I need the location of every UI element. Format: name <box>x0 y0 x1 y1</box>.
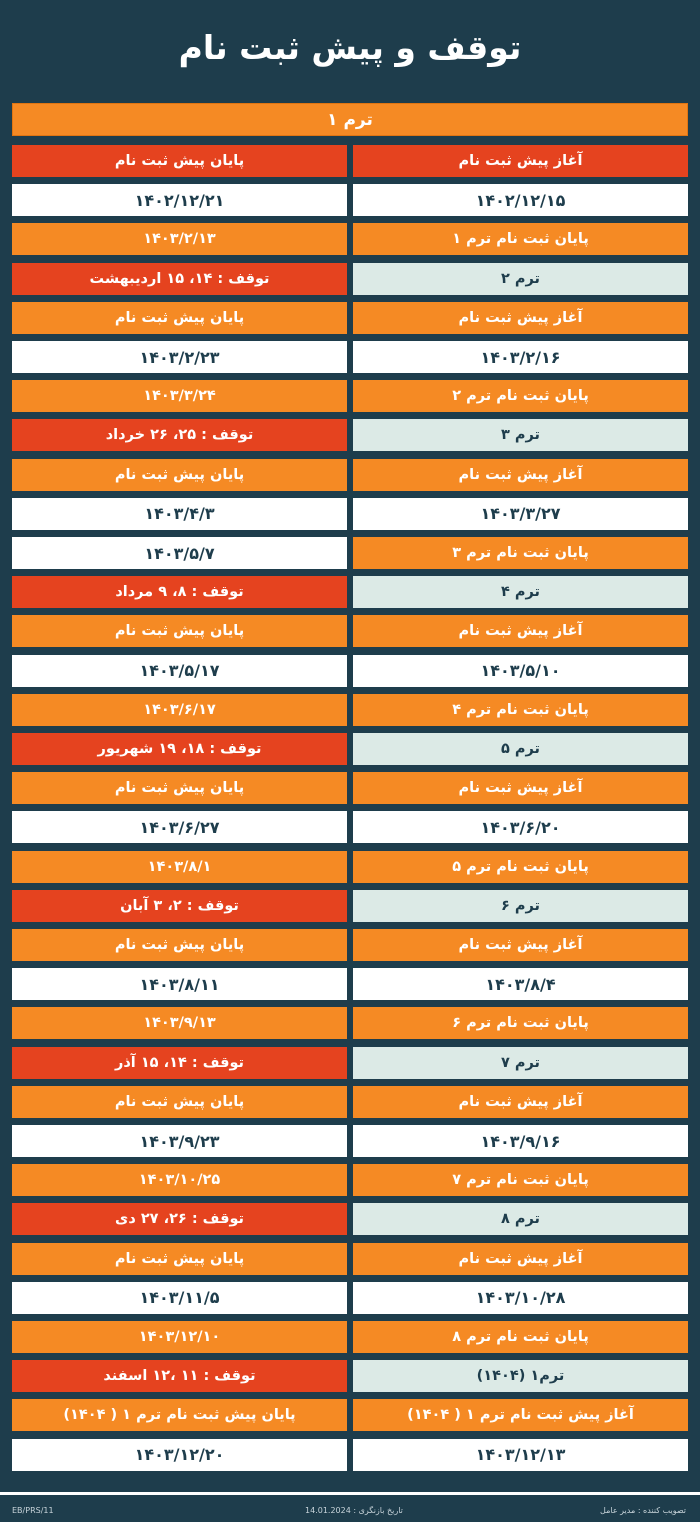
revision-date: تاریخ بازنگری : 14.01.2024 <box>305 1506 403 1515</box>
left-cell: پایان پیش ثبت نام <box>12 1243 347 1275</box>
table-row <box>0 1360 700 1392</box>
table-row <box>0 1399 700 1431</box>
left-cell: توقف : ۱۱ ،۱۲ اسفند <box>12 1360 347 1392</box>
table-row <box>0 459 700 491</box>
right-cell: آغاز پیش ثبت نام <box>353 615 688 647</box>
left-cell: توقف : ۲۶، ۲۷ دی <box>12 1203 347 1235</box>
left-cell: ۱۴۰۳/۸/۱۱ <box>12 968 347 1000</box>
right-cell: آغاز پیش ثبت نام <box>353 772 688 804</box>
table-row <box>0 302 700 334</box>
table-row <box>0 537 700 569</box>
left-cell: پایان پیش ثبت نام <box>12 459 347 491</box>
table-row <box>0 615 700 647</box>
left-cell: پایان پیش ثبت نام <box>12 615 347 647</box>
table-row <box>0 184 700 216</box>
left-cell: توقف : ۸، ۹ مرداد <box>12 576 347 608</box>
right-cell: ۱۴۰۳/۵/۱۰ <box>353 655 688 687</box>
right-cell: ترم ۶ <box>353 890 688 922</box>
table-row <box>0 1203 700 1235</box>
right-cell: ترم۱ (۱۴۰۴) <box>353 1360 688 1392</box>
right-cell: پایان ثبت نام ترم ۱ <box>353 223 688 255</box>
left-cell: ۱۴۰۳/۲/۱۳ <box>12 223 347 255</box>
right-cell: آغاز پیش ثبت نام <box>353 302 688 334</box>
right-cell: ترم ۳ <box>353 419 688 451</box>
right-cell: ترم ۲ <box>353 263 688 295</box>
table-row <box>0 263 700 295</box>
right-cell: ۱۴۰۳/۹/۱۶ <box>353 1125 688 1157</box>
table-row <box>0 929 700 961</box>
right-cell: ترم ۵ <box>353 733 688 765</box>
table-row <box>0 498 700 530</box>
right-cell: پایان ثبت نام ترم ۵ <box>353 851 688 883</box>
right-cell: ترم ۴ <box>353 576 688 608</box>
right-cell: پایان ثبت نام ترم ۸ <box>353 1321 688 1353</box>
table-row <box>0 419 700 451</box>
right-cell: ۱۴۰۳/۲/۱۶ <box>353 341 688 373</box>
right-cell: آغاز پیش ثبت نام <box>353 1243 688 1275</box>
right-cell: آغاز پیش ثبت نام <box>353 459 688 491</box>
table-row <box>0 223 700 255</box>
table-row <box>0 890 700 922</box>
left-cell: ۱۴۰۲/۱۲/۲۱ <box>12 184 347 216</box>
table-row <box>0 1321 700 1353</box>
left-cell: توقف : ۱۸، ۱۹ شهریور <box>12 733 347 765</box>
table-row <box>0 851 700 883</box>
right-cell: ترم ۷ <box>353 1047 688 1079</box>
table-row <box>0 772 700 804</box>
document-code: EB/PRS/11 <box>12 1506 54 1515</box>
left-cell: ۱۴۰۳/۴/۳ <box>12 498 347 530</box>
left-cell: توقف : ۱۴، ۱۵ اردیبهشت <box>12 263 347 295</box>
left-cell: ۱۴۰۳/۲/۲۳ <box>12 341 347 373</box>
page-title: توقف و پیش ثبت نام <box>178 28 522 67</box>
table-row <box>0 341 700 373</box>
right-cell: ترم ۸ <box>353 1203 688 1235</box>
left-cell: ۱۴۰۳/۱۲/۱۰ <box>12 1321 347 1353</box>
left-cell: ۱۴۰۳/۹/۲۳ <box>12 1125 347 1157</box>
table-row <box>0 1007 700 1039</box>
right-cell: ۱۴۰۳/۱۰/۲۸ <box>353 1282 688 1314</box>
left-cell: ۱۴۰۳/۵/۱۷ <box>12 655 347 687</box>
right-cell: پایان ثبت نام ترم ۶ <box>353 1007 688 1039</box>
right-cell: آغاز پیش ثبت نام <box>353 1086 688 1118</box>
left-cell: ۱۴۰۳/۱۱/۵ <box>12 1282 347 1314</box>
right-cell: پایان ثبت نام ترم ۷ <box>353 1164 688 1196</box>
right-cell: پایان ثبت نام ترم ۴ <box>353 694 688 726</box>
right-cell: آغاز پیش ثبت نام <box>353 145 688 177</box>
left-cell: ۱۴۰۳/۱۲/۲۰ <box>12 1439 347 1471</box>
table-row <box>0 1439 700 1471</box>
table-row <box>0 655 700 687</box>
footer <box>0 1492 700 1522</box>
right-cell: پایان ثبت نام ترم ۳ <box>353 537 688 569</box>
table-row <box>0 968 700 1000</box>
left-cell: پایان پیش ثبت نام ترم ۱ ( ۱۴۰۴) <box>12 1399 347 1431</box>
table-row <box>0 694 700 726</box>
left-cell: ۱۴۰۳/۹/۱۳ <box>12 1007 347 1039</box>
right-cell: ۱۴۰۳/۱۲/۱۳ <box>353 1439 688 1471</box>
approved-by: تصویب کننده : مدیر عامل <box>600 1506 686 1515</box>
schedule-table <box>0 95 700 1492</box>
left-cell: ۱۴۰۳/۸/۱ <box>12 851 347 883</box>
left-cell: ۱۴۰۳/۶/۲۷ <box>12 811 347 843</box>
left-cell: پایان پیش ثبت نام <box>12 1086 347 1118</box>
right-cell: پایان ثبت نام ترم ۲ <box>353 380 688 412</box>
right-cell: ۱۴۰۳/۳/۲۷ <box>353 498 688 530</box>
left-cell: پایان پیش ثبت نام <box>12 929 347 961</box>
left-cell: ۱۴۰۳/۵/۷ <box>12 537 347 569</box>
left-cell: پایان پیش ثبت نام <box>12 772 347 804</box>
table-row <box>0 733 700 765</box>
left-cell: پایان پیش ثبت نام <box>12 302 347 334</box>
left-cell: توقف : ۲۵، ۲۶ خرداد <box>12 419 347 451</box>
left-cell: ۱۴۰۳/۶/۱۷ <box>12 694 347 726</box>
table-row <box>0 1243 700 1275</box>
table-row <box>0 145 700 177</box>
left-cell: توقف : ۱۴، ۱۵ آذر <box>12 1047 347 1079</box>
table-row <box>0 1164 700 1196</box>
left-cell: ۱۴۰۳/۳/۲۴ <box>12 380 347 412</box>
table-row <box>0 1047 700 1079</box>
left-cell: ۱۴۰۳/۱۰/۲۵ <box>12 1164 347 1196</box>
table-row <box>0 1282 700 1314</box>
table-row <box>0 380 700 412</box>
left-cell: پایان پیش ثبت نام <box>12 145 347 177</box>
table-row <box>0 1125 700 1157</box>
term-1-header: ترم ۱ <box>12 103 688 136</box>
right-cell: آغاز پیش ثبت نام ترم ۱ ( ۱۴۰۴) <box>353 1399 688 1431</box>
table-row <box>0 576 700 608</box>
right-cell: ۱۴۰۲/۱۲/۱۵ <box>353 184 688 216</box>
right-cell: آغاز پیش ثبت نام <box>353 929 688 961</box>
table-row <box>0 811 700 843</box>
right-cell: ۱۴۰۳/۸/۴ <box>353 968 688 1000</box>
table-row <box>0 1086 700 1118</box>
left-cell: توقف : ۲، ۳ آبان <box>12 890 347 922</box>
right-cell: ۱۴۰۳/۶/۲۰ <box>353 811 688 843</box>
